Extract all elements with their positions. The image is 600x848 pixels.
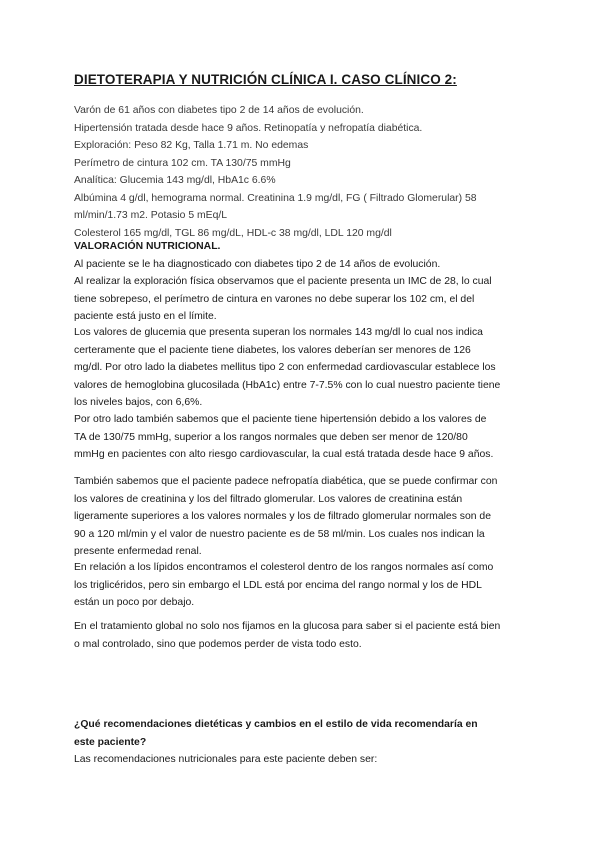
paragraph-line: están un poco por debajo. <box>74 597 195 608</box>
paragraph-line: mg/dl. Por otro lado la diabetes mellitus tipo 2 con enfermedad cardiovascular establece los <box>74 362 496 373</box>
section-heading: VALORACIÓN NUTRICIONAL. <box>74 241 221 252</box>
paragraph-line: paciente está justo en el límite. <box>74 311 217 322</box>
paragraph-line: presente enfermedad renal. <box>74 546 202 557</box>
paragraph-line: los triglicéridos, pero sin embargo el LDL está por encima del rango normal y los de HDL <box>74 579 482 591</box>
paragraph-nefropatia <box>74 473 534 561</box>
paragraph-tension <box>74 411 534 464</box>
case-line: Hipertensión tratada desde hace 9 años. Retinopatía y nefropatía diabética. <box>74 122 423 134</box>
paragraph-line: o mal controlado, sino que podemos perder de vista todo esto. <box>74 638 362 650</box>
question-line: ¿Qué recomendaciones dietéticas y cambios en el estilo de vida recomendaría en <box>74 719 478 730</box>
answer-line: Las recomendaciones nutricionales para este paciente deben ser: <box>74 754 378 765</box>
case-line: Analítica: Glucemia 143 mg/dl, HbA1c 6.6% <box>74 175 276 186</box>
paragraph-line: mmHg en pacientes con alto riesgo cardiovascular, la cual está tratada desde hace 9 años. <box>74 449 494 460</box>
question-line: este paciente? <box>74 736 147 748</box>
case-description <box>74 102 477 242</box>
paragraph-global <box>74 618 534 653</box>
paragraph-line: Por otro lado también sabemos que el paciente tiene hipertensión debido a los valores de <box>74 414 487 425</box>
paragraph-line: Los valores de glucemia que presenta superan los normales 143 mg/dl lo cual nos indica <box>74 327 483 338</box>
document-title: DIETOTERAPIA Y NUTRICIÓN CLÍNICA I. CASO CLÍNICO 2: <box>74 72 457 87</box>
paragraph-line: los niveles bajos, con 6,6%. <box>74 397 203 408</box>
case-line: Perímetro de cintura 102 cm. TA 130/75 mmHg <box>74 157 291 169</box>
paragraph-line: ligeramente superiores a los valores normales y los de filtrado glomerular normales son de <box>74 511 491 522</box>
paragraph-line: Al realizar la exploración física observamos que el paciente presenta un IMC de 28, lo cual <box>74 276 492 287</box>
paragraph-line: TA de 130/75 mmHg, superior a los rangos normales que deben ser menor de 120/80 <box>74 431 468 443</box>
valoracion-intro <box>74 238 534 326</box>
paragraph-line: valores de hemoglobina glucosilada (HbA1c) entre 7-7.5% con lo cual nuestro paciente tiene <box>74 379 501 391</box>
paragraph-line: En relación a los lípidos encontramos el colesterol dentro de los rangos normales así como <box>74 562 494 573</box>
paragraph-lipidos <box>74 559 534 612</box>
paragraph-line: tiene sobrepeso, el perímetro de cintura en varones no debe superar los 102 cm, el del <box>74 293 475 305</box>
paragraph-line: los valores de creatinina y los del filtrado glomerular. Los valores de creatinina están <box>74 493 463 505</box>
paragraph-glucemia <box>74 324 534 412</box>
case-line: Albúmina 4 g/dl, hemograma normal. Creatinina 1.9 mg/dl, FG ( Filtrado Glomerular) 58 <box>74 192 477 204</box>
paragraph-line: Al paciente se le ha diagnosticado con diabetes tipo 2 de 14 años de evolución. <box>74 258 441 270</box>
case-line: Colesterol 165 mg/dl, TGL 86 mg/dL, HDL-c 38 mg/dl, LDL 120 mg/dl <box>74 227 392 239</box>
paragraph-line: También sabemos que el paciente padece nefropatía diabética, que se puede confirmar con <box>74 476 498 487</box>
paragraph-line: 90 a 120 ml/min y el valor de nuestro paciente es de 58 ml/min. Los cuales nos indican la <box>74 528 485 540</box>
paragraph-line: certeramente que el paciente tiene diabetes, los valores deberían ser menores de 126 <box>74 344 471 356</box>
paragraph-line: En el tratamiento global no solo nos fijamos en la glucosa para saber si el paciente está bien <box>74 621 501 632</box>
case-line: Exploración: Peso 82 Kg, Talla 1.71 m. No edemas <box>74 140 309 151</box>
case-line: Varón de 61 años con diabetes tipo 2 de 14 años de evolución. <box>74 105 364 116</box>
question-section <box>74 716 478 769</box>
case-line: ml/min/1.73 m2. Potasio 5 mEq/L <box>74 210 228 221</box>
